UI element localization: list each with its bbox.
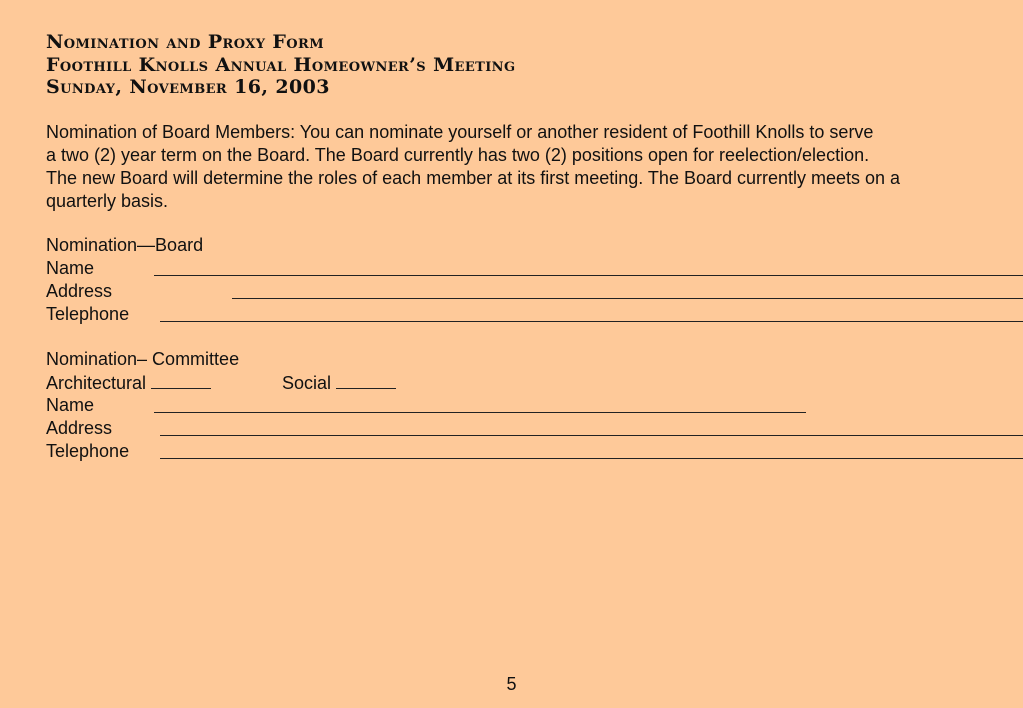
committee-nomination-section <box>46 348 332 463</box>
form-header <box>46 31 515 99</box>
committee-nomination-title: Nomination– Committee <box>46 349 240 369</box>
intro-line: a two (2) year term on the Board. The Board currently has two (2) positions open for reelection/election. <box>46 145 870 165</box>
committee-address-input-line[interactable] <box>160 435 1023 436</box>
intro-paragraph <box>46 121 900 213</box>
board-name-field[interactable] <box>46 257 203 280</box>
page-number: 5 <box>506 674 517 694</box>
intro-line: quarterly basis. <box>46 191 169 211</box>
board-name-label: Name <box>46 258 95 278</box>
committee-options <box>46 371 332 394</box>
committee-address-label: Address <box>46 418 113 438</box>
committee-telephone-label: Telephone <box>46 441 130 461</box>
meeting-title: Foothill Knolls Annual Homeowner’s Meeting <box>46 53 516 76</box>
committee-telephone-field[interactable] <box>46 440 239 463</box>
board-telephone-field[interactable] <box>46 303 203 326</box>
board-address-label: Address <box>46 281 113 301</box>
architectural-option[interactable] <box>46 371 211 395</box>
social-blank[interactable] <box>336 371 396 389</box>
board-address-input-line[interactable] <box>232 298 1023 299</box>
board-nomination-section <box>46 234 203 326</box>
board-telephone-label: Telephone <box>46 304 130 324</box>
intro-line: Nomination of Board Members: You can nominate yourself or another resident of Foothill Knolls to serve <box>46 122 874 142</box>
architectural-blank[interactable] <box>151 371 211 389</box>
social-option[interactable] <box>282 371 396 395</box>
board-name-input-line[interactable] <box>154 275 1023 276</box>
committee-address-field[interactable] <box>46 417 239 440</box>
board-telephone-input-line[interactable] <box>160 321 1023 322</box>
board-address-field[interactable] <box>46 280 203 303</box>
committee-name-label: Name <box>46 395 95 415</box>
architectural-label: Architectural <box>46 373 147 393</box>
board-nomination-title: Nomination—Board <box>46 235 204 255</box>
social-label: Social <box>282 373 332 393</box>
meeting-date: Sunday, November 16, 2003 <box>46 76 330 98</box>
committee-telephone-input-line[interactable] <box>160 458 1023 459</box>
intro-line: The new Board will determine the roles of each member at its first meeting. The Board currently meets on a <box>46 168 901 188</box>
committee-name-field[interactable] <box>46 394 239 417</box>
form-title: Nomination and Proxy Form <box>46 31 325 53</box>
committee-name-input-line[interactable] <box>154 412 806 413</box>
